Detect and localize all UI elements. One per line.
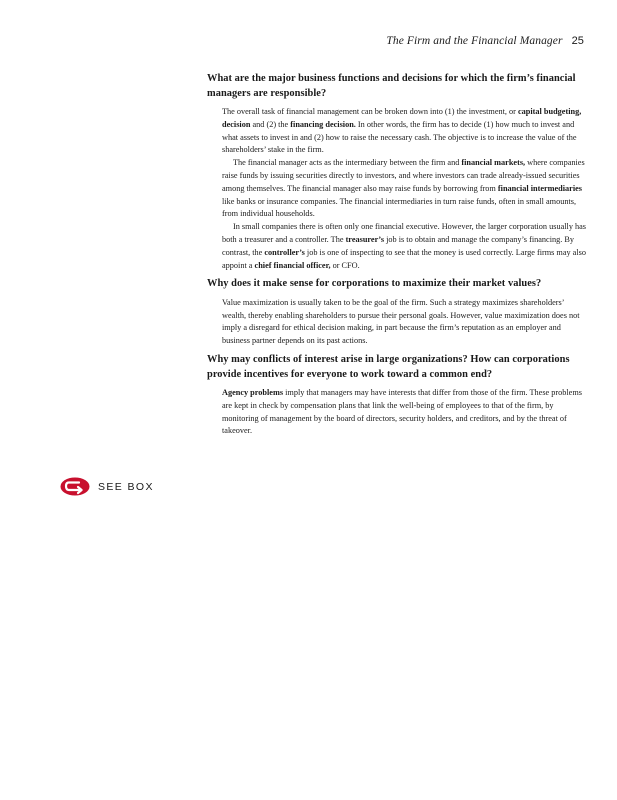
key-term: Agency problems bbox=[222, 388, 284, 398]
answer-paragraph bbox=[222, 387, 589, 438]
key-term: treasurer’s bbox=[345, 234, 385, 244]
text-run: Value maximization is usually taken to be the goal of the firm. Such a strategy maximizes shareholders’ wealth, thereby enabling shareholders to pursue their personal goals. However, value maximization does not imply a disregard for ethical decision making, in part because the firm’s reputation as an employer and business partner depends on its past actions. bbox=[222, 297, 580, 346]
key-term: controller’s bbox=[264, 247, 305, 257]
summary-section bbox=[207, 277, 589, 348]
text-run: In other words, the firm has to decide (1) how much to invest and what assets to invest in and (2) how to raise the necessary cash. The objective is to increase the value of the shareholders’ stake in the firm. bbox=[222, 119, 577, 155]
summary-section bbox=[207, 72, 589, 272]
running-title: The Firm and the Financial Manager bbox=[386, 35, 563, 47]
key-term: financial markets, bbox=[461, 158, 526, 168]
section-answer bbox=[222, 387, 589, 438]
text-run: The financial manager acts as the intermediary between the firm and bbox=[233, 158, 462, 168]
text-run: or CFO. bbox=[330, 260, 360, 270]
see-box-link[interactable] bbox=[60, 477, 154, 496]
text-run: and (2) the bbox=[250, 119, 291, 129]
see-box-label: SEE BOX bbox=[98, 480, 154, 493]
text-run: job is one of inspecting to see that the money is used correctly. Large firms may also appoint a bbox=[222, 247, 586, 270]
section-question: What are the major business functions and decisions for which the firm’s financial managers are responsible? bbox=[207, 73, 576, 99]
summary-section bbox=[207, 353, 589, 438]
text-run: job is to obtain and manage the company’s financing. By contrast, the bbox=[222, 234, 574, 257]
section-answer bbox=[222, 106, 589, 272]
key-term: chief financial officer, bbox=[254, 260, 331, 270]
summary-content bbox=[207, 72, 589, 443]
section-question: Why may conflicts of interest arise in large organizations? How can corporations provide incentives for everyone to work toward a common end? bbox=[207, 354, 570, 380]
section-question: Why does it make sense for corporations to maximize their market values? bbox=[207, 278, 542, 290]
answer-paragraph bbox=[222, 221, 589, 272]
answer-paragraph bbox=[222, 157, 589, 221]
running-header bbox=[386, 35, 584, 47]
key-term: financial intermediaries bbox=[497, 183, 583, 193]
answer-paragraph bbox=[222, 297, 589, 348]
text-run: like banks or insurance companies. The financial intermediaries in turn raise funds, often in small amounts, from individual households. bbox=[222, 196, 577, 219]
text-run: imply that managers may have interests that differ from those of the firm. These problems are kept in check by compensation plans that link the well-being of employees to that of the firm, by monitoring of management by the board of directors, security holders, and creditors, and by the threat of takeover. bbox=[222, 388, 582, 436]
arrow-icon bbox=[60, 477, 90, 496]
text-run: where companies raise funds by issuing securities directly to investors, and where investors can trade already-issued securities among themselves. The financial manager also may raise funds by borrowing from bbox=[222, 158, 585, 193]
section-answer bbox=[222, 297, 589, 348]
key-term: financing decision. bbox=[290, 119, 356, 129]
page-number: 25 bbox=[571, 35, 584, 47]
text-run: In small companies there is often only one financial executive. However, the larger corporation usually has both a treasurer and a controller. The bbox=[222, 222, 587, 244]
text-run: The overall task of financial management can be broken down into (1) the investment, or bbox=[222, 107, 518, 116]
key-term: capital budgeting, decision bbox=[222, 107, 582, 129]
answer-paragraph bbox=[222, 106, 589, 157]
